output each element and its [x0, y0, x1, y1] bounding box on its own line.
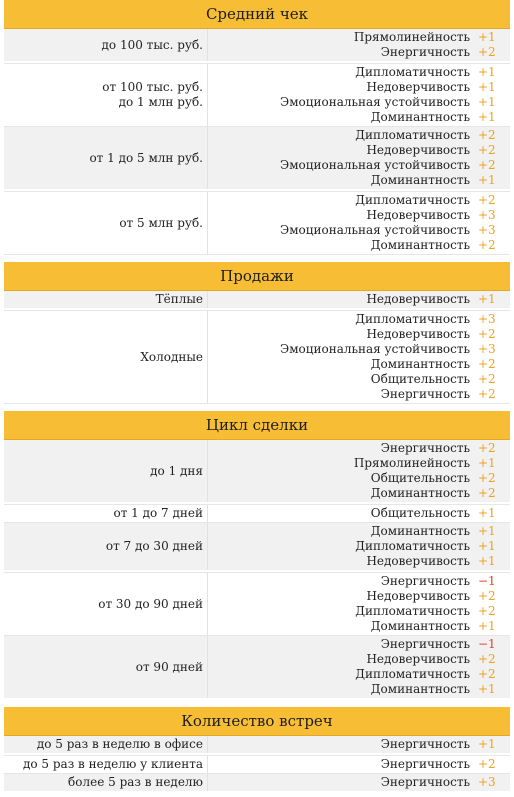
trait-list: [208, 29, 510, 61]
trait-list: [208, 636, 510, 698]
trait-name: Энергичность: [380, 441, 470, 455]
table-row: [4, 440, 510, 504]
section-spacer: [0, 255, 514, 262]
trait-name: Недоверчивость: [366, 652, 470, 666]
trait-value: +2: [478, 158, 496, 172]
trait-name: Энергичность: [380, 574, 470, 588]
table-row: [4, 63, 510, 127]
trait-name: Эмоциональная устойчивость: [280, 95, 470, 109]
trait-name: Энергичность: [380, 387, 470, 401]
row-label: [4, 440, 208, 502]
trait-list: [208, 505, 510, 522]
trait-name: Недоверчивость: [366, 554, 470, 568]
trait-value: +2: [478, 238, 496, 252]
trait-value: +1: [478, 682, 496, 696]
row-label: [4, 636, 208, 698]
row-label: [4, 774, 208, 791]
trait-item: [208, 667, 510, 682]
row-label-text: до 100 тыс. руб.: [101, 37, 203, 52]
table-row: [4, 755, 510, 774]
trait-value: −1: [478, 637, 496, 651]
trait-item: [208, 143, 510, 158]
trait-value: +1: [478, 737, 496, 751]
trait-item: [208, 45, 510, 60]
row-label-text: от 90 дней: [135, 659, 203, 674]
trait-name: Недоверчивость: [366, 589, 470, 603]
trait-name: Дипломатичность: [355, 312, 470, 326]
trait-item: [208, 652, 510, 667]
trait-list: [208, 523, 510, 570]
trait-name: Доминантность: [370, 682, 470, 696]
trait-name: Доминантность: [370, 619, 470, 633]
trait-name: Недоверчивость: [366, 208, 470, 222]
trait-value: +2: [478, 128, 496, 142]
trait-item: [208, 387, 510, 402]
trait-name: Энергичность: [380, 757, 470, 771]
trait-name: Недоверчивость: [366, 327, 470, 341]
trait-item: [208, 682, 510, 697]
trait-item: [208, 539, 510, 554]
table-row: [4, 310, 510, 404]
trait-value: +2: [478, 143, 496, 157]
section-title: Средний чек: [4, 0, 510, 29]
trait-value: +1: [478, 539, 496, 553]
trait-value: +1: [478, 524, 496, 538]
section-title: Количество встреч: [4, 707, 510, 736]
trait-value: +3: [478, 342, 496, 356]
trait-value: +1: [478, 30, 496, 44]
trait-name: Доминантность: [370, 238, 470, 252]
row-label-text: до 5 раз в неделю у клиента: [22, 757, 203, 771]
table-row: [4, 291, 510, 310]
trait-name: Эмоциональная устойчивость: [280, 158, 470, 172]
table-row: [4, 523, 510, 572]
trait-name: Общительность: [370, 372, 470, 386]
row-label: [4, 505, 208, 522]
trait-value: +2: [478, 471, 496, 485]
trait-item: [208, 554, 510, 569]
trait-item: [208, 292, 510, 307]
trait-item: [208, 110, 510, 125]
trait-item: [208, 372, 510, 387]
trait-name: Энергичность: [380, 45, 470, 59]
row-label: [4, 311, 208, 403]
trait-item: [208, 128, 510, 143]
trait-item: [208, 619, 510, 634]
table-row: [4, 736, 510, 755]
row-label: [4, 573, 208, 635]
trait-value: +2: [478, 327, 496, 341]
table-row: [4, 29, 510, 63]
trait-name: Эмоциональная устойчивость: [280, 342, 470, 356]
trait-name: Недоверчивость: [366, 143, 470, 157]
table-row: [4, 572, 510, 636]
section-spacer: [0, 404, 514, 411]
row-label-text: до 5 раз в неделю в офисе: [36, 737, 203, 751]
trait-list: [208, 64, 510, 126]
row-label: [4, 29, 208, 61]
trait-name: Доминантность: [370, 524, 470, 538]
trait-value: +2: [478, 441, 496, 455]
trait-value: +2: [478, 667, 496, 681]
trait-name: Энергичность: [380, 775, 470, 789]
trait-item: [208, 357, 510, 372]
row-label-text: более 5 раз в неделю: [68, 775, 203, 789]
trait-item: [208, 342, 510, 357]
table-row: [4, 636, 510, 700]
trait-value: +1: [478, 292, 496, 306]
table-row: [4, 774, 510, 793]
row-label: [4, 756, 208, 773]
trait-list: [208, 774, 510, 791]
trait-item: [208, 589, 510, 604]
section: [4, 0, 510, 255]
row-label: [4, 127, 208, 189]
trait-value: +3: [478, 223, 496, 237]
row-label-text: от 7 до 30 дней: [105, 539, 203, 553]
trait-value: +1: [478, 80, 496, 94]
section: [4, 262, 510, 404]
trait-value: +2: [478, 652, 496, 666]
row-label-text: до 1 дня: [150, 463, 203, 478]
trait-name: Недоверчивость: [366, 292, 470, 306]
trait-list: [208, 573, 510, 635]
row-label-text: от 100 тыс. руб. до 1 млн руб.: [102, 80, 203, 109]
trait-name: Дипломатичность: [355, 193, 470, 207]
trait-value: +1: [478, 65, 496, 79]
trait-value: +2: [478, 757, 496, 771]
trait-value: +1: [478, 619, 496, 633]
row-label-text: от 30 до 90 дней: [98, 596, 203, 611]
table-row: [4, 504, 510, 523]
trait-item: [208, 65, 510, 80]
trait-item: [208, 737, 510, 752]
trait-value: +2: [478, 372, 496, 386]
trait-value: +1: [478, 506, 496, 520]
trait-item: [208, 506, 510, 521]
row-label-text: от 5 млн руб.: [119, 215, 203, 230]
section: [4, 707, 510, 793]
trait-value: +3: [478, 208, 496, 222]
trait-value: +1: [478, 456, 496, 470]
trait-item: [208, 456, 510, 471]
trait-name: Дипломатичность: [355, 65, 470, 79]
trait-value: +2: [478, 45, 496, 59]
trait-item: [208, 312, 510, 327]
section-title: Продажи: [4, 262, 510, 291]
trait-name: Общительность: [370, 506, 470, 520]
trait-list: [208, 192, 510, 254]
trait-item: [208, 327, 510, 342]
trait-value: +2: [478, 387, 496, 401]
trait-item: [208, 208, 510, 223]
row-label-text: Тёплые: [155, 292, 203, 306]
row-label: [4, 192, 208, 254]
row-label: [4, 64, 208, 126]
trait-value: +1: [478, 95, 496, 109]
trait-name: Энергичность: [380, 637, 470, 651]
trait-item: [208, 193, 510, 208]
trait-item: [208, 158, 510, 173]
trait-value: +2: [478, 193, 496, 207]
trait-list: [208, 440, 510, 502]
trait-value: +2: [478, 357, 496, 371]
trait-item: [208, 223, 510, 238]
trait-name: Доминантность: [370, 486, 470, 500]
trait-item: [208, 30, 510, 45]
trait-name: Доминантность: [370, 110, 470, 124]
trait-value: +3: [478, 312, 496, 326]
trait-list: [208, 127, 510, 189]
trait-name: Дипломатичность: [355, 539, 470, 553]
trait-name: Прямолинейность: [353, 30, 470, 44]
trait-value: +1: [478, 110, 496, 124]
trait-item: [208, 441, 510, 456]
trait-value: +3: [478, 775, 496, 789]
trait-item: [208, 757, 510, 772]
section-title: Цикл сделки: [4, 411, 510, 440]
trait-item: [208, 95, 510, 110]
trait-item: [208, 604, 510, 619]
trait-value: +2: [478, 604, 496, 618]
row-label: [4, 291, 208, 308]
row-label: [4, 736, 208, 753]
trait-value: +2: [478, 589, 496, 603]
section-spacer: [0, 700, 514, 707]
table-row: [4, 191, 510, 255]
trait-item: [208, 471, 510, 486]
trait-item: [208, 574, 510, 589]
trait-name: Общительность: [370, 471, 470, 485]
trait-name: Эмоциональная устойчивость: [280, 223, 470, 237]
trait-item: [208, 637, 510, 652]
row-label: [4, 523, 208, 570]
trait-item: [208, 80, 510, 95]
trait-item: [208, 524, 510, 539]
trait-list: [208, 736, 510, 753]
row-label-text: от 1 до 5 млн руб.: [89, 150, 203, 165]
section: [4, 411, 510, 700]
trait-list: [208, 756, 510, 773]
trait-value: +1: [478, 554, 496, 568]
trait-name: Дипломатичность: [355, 128, 470, 142]
trait-value: −1: [478, 574, 496, 588]
trait-item: [208, 775, 510, 790]
table-row: [4, 127, 510, 191]
row-label-text: Холодные: [140, 349, 203, 364]
trait-item: [208, 173, 510, 188]
trait-name: Дипломатичность: [355, 667, 470, 681]
trait-item: [208, 238, 510, 253]
trait-name: Доминантность: [370, 173, 470, 187]
trait-value: +2: [478, 486, 496, 500]
trait-value: +1: [478, 173, 496, 187]
trait-item: [208, 486, 510, 501]
trait-name: Доминантность: [370, 357, 470, 371]
trait-list: [208, 291, 510, 308]
trait-list: [208, 311, 510, 403]
trait-name: Энергичность: [380, 737, 470, 751]
trait-name: Недоверчивость: [366, 80, 470, 94]
trait-name: Дипломатичность: [355, 604, 470, 618]
trait-name: Прямолинейность: [353, 456, 470, 470]
row-label-text: от 1 до 7 дней: [113, 506, 203, 520]
